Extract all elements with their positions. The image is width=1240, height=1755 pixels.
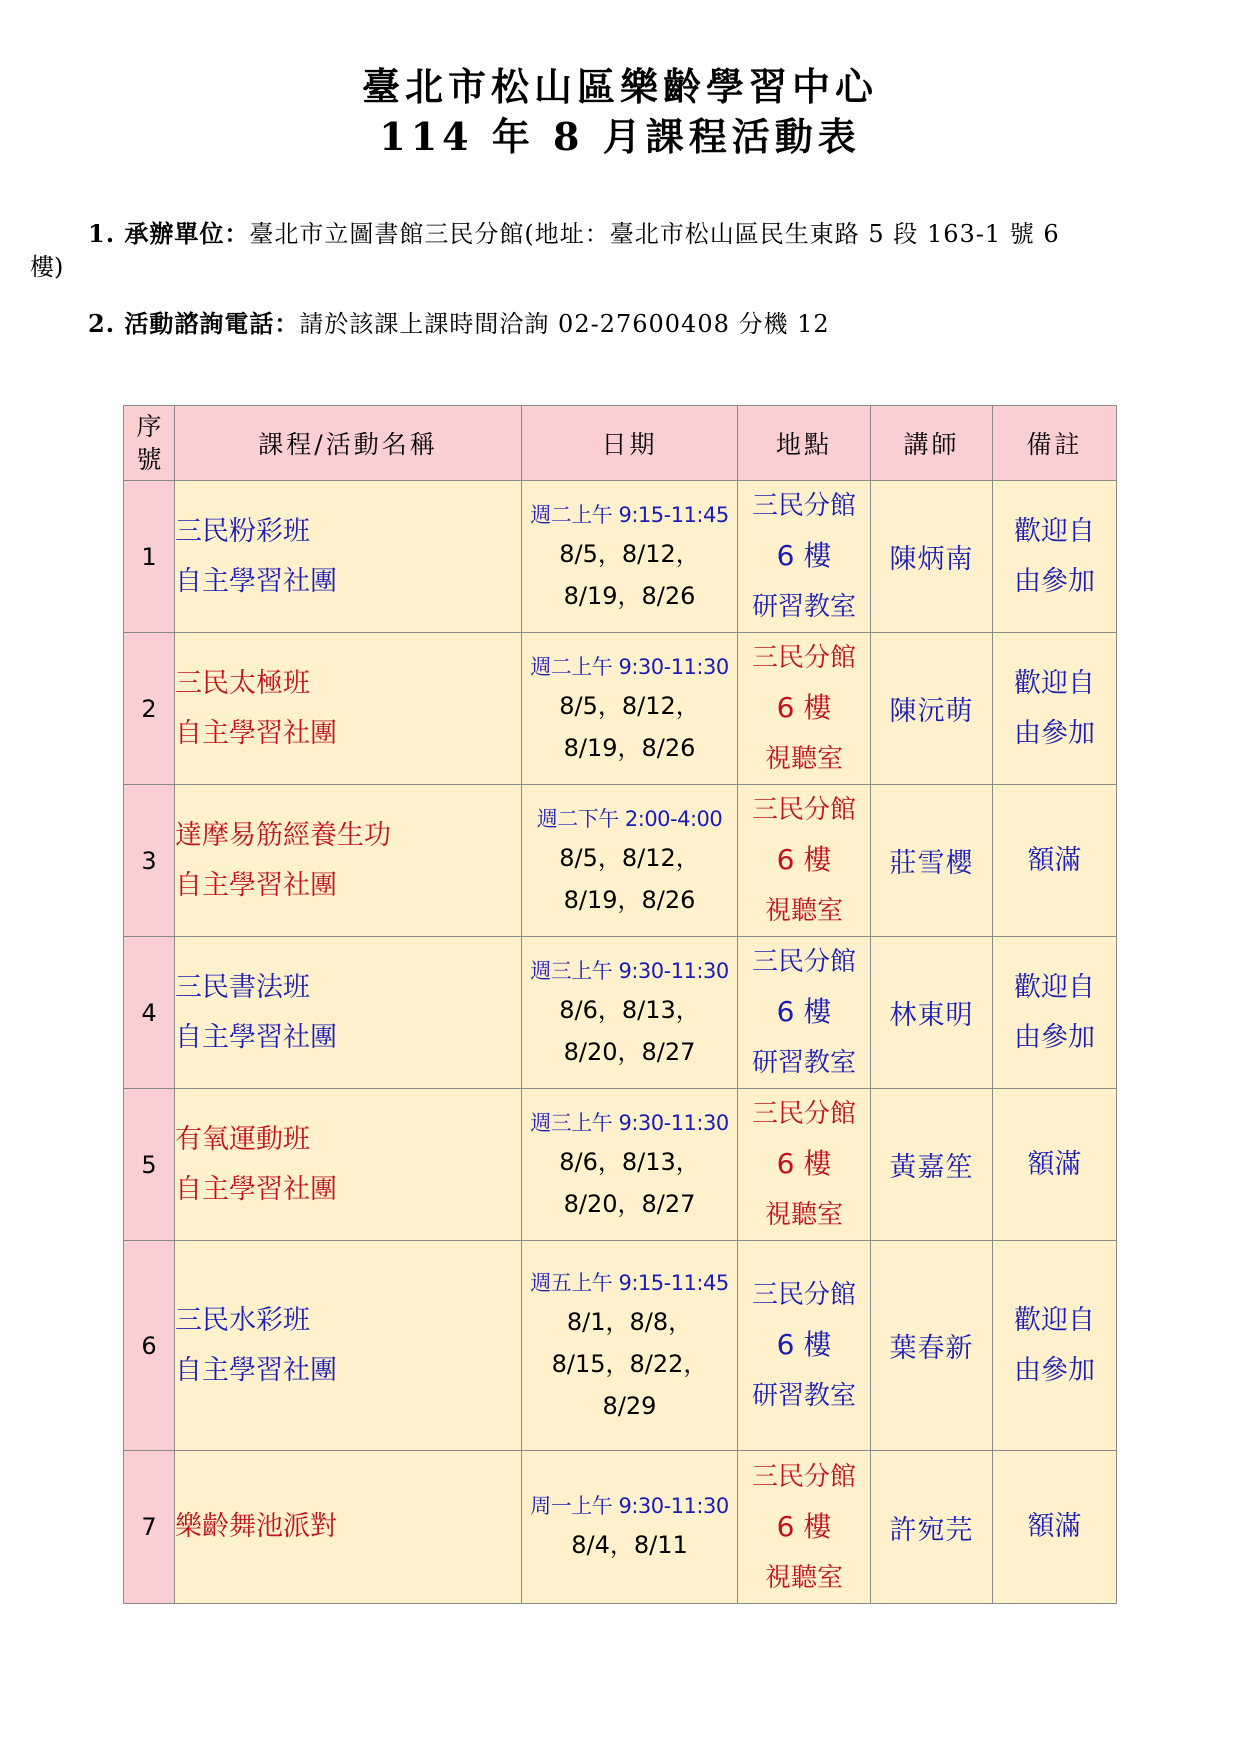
table-row	[124, 937, 1117, 1089]
row-number: 3	[124, 785, 175, 937]
row-number: 7	[124, 1451, 175, 1604]
table-row	[124, 1241, 1117, 1451]
header-location: 地點	[738, 406, 871, 481]
course-time: 週二上午 9:30-11:30	[530, 654, 729, 679]
course-location: 三民分館 6 樓 視聽室	[738, 633, 871, 785]
info-organizer-text: 臺北市立圖書館三民分館(地址：臺北市松山區民生東路 5 段 163-1 號 6	[249, 220, 1060, 248]
course-note: 歡迎自 由參加	[993, 481, 1117, 633]
row-number: 2	[124, 633, 175, 785]
row-number: 4	[124, 937, 175, 1089]
row-number: 5	[124, 1089, 175, 1241]
info-contact-label: 活動諮詢電話：	[124, 309, 300, 338]
course-note: 歡迎自 由參加	[993, 633, 1117, 785]
course-time: 周一上午 9:30-11:30	[530, 1494, 729, 1518]
course-location: 三民分館 6 樓 視聽室	[738, 785, 871, 937]
table-row	[124, 633, 1117, 785]
course-teacher: 莊雪櫻	[871, 785, 993, 937]
course-teacher: 黃嘉笙	[871, 1089, 993, 1241]
course-name: 三民太極班 自主學習社團	[175, 633, 522, 785]
course-dates: 周一上午 9:30-11:30 8/4，8/11	[522, 1451, 738, 1604]
course-note: 額滿	[993, 1451, 1117, 1604]
info-organizer	[88, 219, 1060, 248]
course-dates: 週二下午 2:00-4:00 8/5，8/12， 8/19，8/26	[522, 785, 738, 937]
info-organizer-continued: 樓)	[30, 253, 64, 281]
course-teacher: 林東明	[871, 937, 993, 1089]
course-name: 樂齡舞池派對	[175, 1451, 522, 1604]
header-teacher: 講師	[871, 406, 993, 481]
row-number: 6	[124, 1241, 175, 1451]
course-dates: 週二上午 9:15-11:45 8/5，8/12， 8/19，8/26	[522, 481, 738, 633]
header-course-name: 課程/活動名稱	[175, 406, 522, 481]
page-title: 臺北市松山區樂齡學習中心	[361, 64, 878, 109]
course-dates: 週二上午 9:30-11:30 8/5，8/12， 8/19，8/26	[522, 633, 738, 785]
course-time: 週三上午 9:30-11:30	[530, 1110, 729, 1135]
course-name: 三民書法班 自主學習社團	[175, 937, 522, 1089]
course-name: 有氧運動班 自主學習社團	[175, 1089, 522, 1241]
header-date: 日期	[522, 406, 738, 481]
schedule-table	[123, 405, 1117, 1604]
course-time: 週五上午 9:15-11:45	[530, 1270, 729, 1295]
row-number: 1	[124, 481, 175, 633]
course-dates: 週三上午 9:30-11:30 8/6，8/13， 8/20，8/27	[522, 1089, 738, 1241]
info-contact-number: 2.	[88, 309, 116, 338]
course-location: 三民分館 6 樓 視聽室	[738, 1089, 871, 1241]
course-note: 額滿	[993, 1089, 1117, 1241]
course-note: 額滿	[993, 785, 1117, 937]
course-location: 三民分館 6 樓 研習教室	[738, 1241, 871, 1451]
page-subtitle: 114 年 8 月課程活動表	[379, 114, 861, 159]
info-contact-text: 請於該課上課時間洽詢 02-27600408 分機 12	[299, 310, 830, 338]
course-name: 達摩易筋經養生功 自主學習社團	[175, 785, 522, 937]
course-teacher: 陳炳南	[871, 481, 993, 633]
course-time: 週三上午 9:30-11:30	[530, 958, 729, 983]
course-teacher: 葉春新	[871, 1241, 993, 1451]
course-location: 三民分館 6 樓 研習教室	[738, 481, 871, 633]
info-contact	[88, 309, 830, 338]
course-teacher: 許宛芫	[871, 1451, 993, 1604]
header-note: 備註	[993, 406, 1117, 481]
table-header-row	[124, 406, 1117, 481]
header-number: 序 號	[124, 406, 175, 481]
course-note: 歡迎自 由參加	[993, 937, 1117, 1089]
course-name: 三民水彩班 自主學習社團	[175, 1241, 522, 1451]
course-teacher: 陳沅萌	[871, 633, 993, 785]
course-note: 歡迎自 由參加	[993, 1241, 1117, 1451]
table-row	[124, 481, 1117, 633]
table-row	[124, 785, 1117, 937]
course-dates: 週五上午 9:15-11:45 8/1，8/8， 8/15，8/22， 8/29	[522, 1241, 738, 1451]
table-row	[124, 1089, 1117, 1241]
info-organizer-number: 1.	[88, 219, 116, 248]
course-location: 三民分館 6 樓 研習教室	[738, 937, 871, 1089]
course-time: 週二上午 9:15-11:45	[530, 502, 729, 527]
course-time: 週二下午 2:00-4:00	[536, 806, 723, 831]
table-row	[124, 1451, 1117, 1604]
course-name: 三民粉彩班 自主學習社團	[175, 481, 522, 633]
course-location: 三民分館 6 樓 視聽室	[738, 1451, 871, 1604]
info-organizer-label: 承辦單位：	[124, 219, 250, 248]
course-dates: 週三上午 9:30-11:30 8/6，8/13， 8/20，8/27	[522, 937, 738, 1089]
